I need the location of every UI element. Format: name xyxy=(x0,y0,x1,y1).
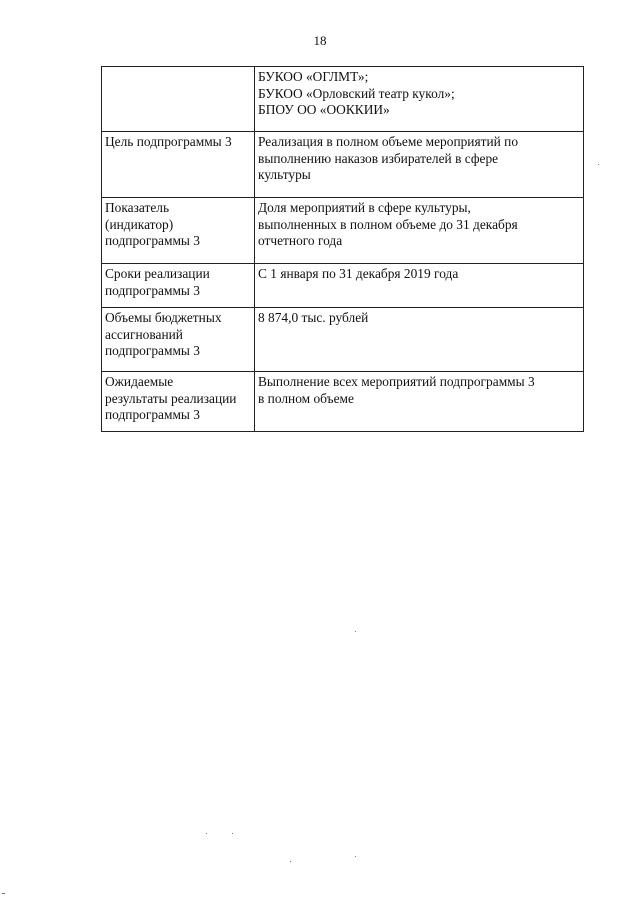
goal-value-cell xyxy=(255,132,584,198)
indicator-value-cell xyxy=(255,198,584,264)
scan-speck xyxy=(206,833,207,834)
table-row xyxy=(102,198,584,264)
goal-value-line: выполнению наказов избирателей в сфере xyxy=(258,150,499,166)
scan-speck xyxy=(355,856,356,857)
budget-value-line: 8 874,0 тыс. рублей xyxy=(258,310,369,325)
table-row xyxy=(102,132,584,198)
budget-label-cell xyxy=(102,308,255,372)
subprogram-passport-table xyxy=(101,66,584,432)
timeline-label-line: подпрограммы 3 xyxy=(105,282,200,298)
scan-speck xyxy=(355,631,356,632)
table-row xyxy=(102,67,584,132)
page-number: 18 xyxy=(313,33,327,48)
scan-speck xyxy=(2,893,5,894)
scan-speck xyxy=(290,861,291,862)
table-row xyxy=(102,308,584,372)
results-value-line: в полном объеме xyxy=(258,390,354,406)
indicator-value-line: отчетного года xyxy=(258,233,343,248)
indicator-value-line: Доля мероприятий в сфере культуры, xyxy=(258,200,471,215)
indicator-label-cell xyxy=(102,198,255,264)
indicator-value-line: выполненных в полном объеме до 31 декабря xyxy=(258,216,518,232)
executor-line: БУКОО «ОГЛМТ»; xyxy=(258,69,369,84)
scan-speck xyxy=(598,164,599,165)
executors-cell xyxy=(255,67,584,132)
timeline-value-cell xyxy=(255,264,584,308)
indicator-label-line: (индикатор) xyxy=(105,216,174,232)
goal-label-cell xyxy=(102,132,255,198)
table-row xyxy=(102,372,584,432)
table-row xyxy=(102,264,584,308)
executor-line: БУКОО «Орловский театр кукол»; xyxy=(258,85,455,101)
timeline-label-cell xyxy=(102,264,255,308)
results-label-cell xyxy=(102,372,255,432)
indicator-label-line: Показатель xyxy=(105,200,170,215)
results-label-line: результаты реализации xyxy=(105,390,237,406)
indicator-label-line: подпрограммы 3 xyxy=(105,233,200,248)
row-label-cell xyxy=(102,67,255,132)
budget-label-line: подпрограммы 3 xyxy=(105,343,200,358)
results-value-line: Выполнение всех мероприятий подпрограммы 3 xyxy=(258,374,535,389)
results-label-line: Ожидаемые xyxy=(105,374,174,389)
results-value-cell xyxy=(255,372,584,432)
timeline-label-line: Сроки реализации xyxy=(105,266,210,281)
goal-label: Цель подпрограммы 3 xyxy=(105,134,232,149)
goal-value-line: культуры xyxy=(258,167,311,182)
budget-label-line: Объемы бюджетных xyxy=(105,310,222,325)
results-label-line: подпрограммы 3 xyxy=(105,407,200,422)
timeline-value-line: С 1 января по 31 декабря 2019 года xyxy=(258,266,459,281)
budget-label-line: ассигнований xyxy=(105,326,183,342)
scan-speck xyxy=(232,833,233,834)
budget-value-cell xyxy=(255,308,584,372)
goal-value-line: Реализация в полном объеме мероприятий по xyxy=(258,134,519,149)
executor-line: БПОУ ОО «ООККИИ» xyxy=(258,102,390,117)
